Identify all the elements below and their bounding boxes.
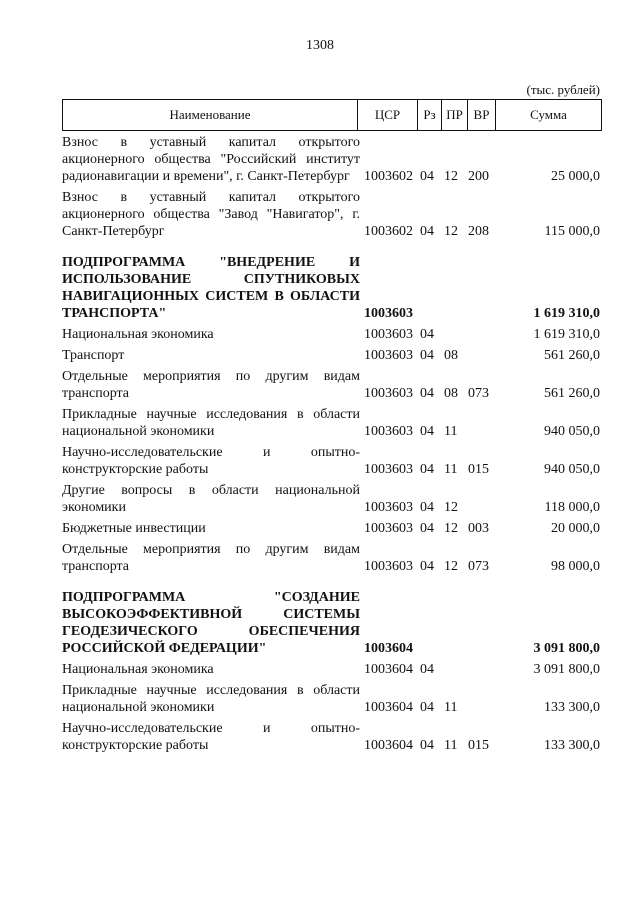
row-sum: 561 260,0 (544, 348, 600, 363)
row-name: Отдельные мероприятия по другим видам транспорта (62, 369, 360, 401)
row-name: Национальная экономика (62, 327, 214, 342)
row-pr: 12 (444, 169, 458, 184)
row-rz: 04 (420, 662, 434, 677)
row-rz: 04 (420, 386, 434, 401)
table-row (62, 720, 602, 754)
row-sum: 1 619 310,0 (533, 306, 600, 321)
table-row (62, 189, 602, 240)
row-csr: 1003603 (364, 462, 413, 477)
row-pr: 11 (444, 462, 458, 477)
row-vr: 003 (468, 521, 489, 536)
row-sum: 20 000,0 (551, 521, 600, 536)
row-name: Транспорт (62, 348, 125, 363)
row-name: Национальная экономика (62, 662, 214, 677)
row-csr: 1003604 (364, 641, 413, 656)
row-sum: 3 091 800,0 (533, 641, 600, 656)
row-rz: 04 (420, 500, 434, 515)
units-label: (тыс. рублей) (526, 82, 600, 97)
row-rz: 04 (420, 521, 434, 536)
row-name: Другие вопросы в области национальной экономики (62, 483, 360, 515)
row-csr: 1003603 (364, 327, 413, 342)
row-sum: 940 050,0 (544, 462, 600, 477)
row-rz: 04 (420, 224, 434, 239)
row-name: Взнос в уставный капитал открытого акционерного общества "Российский институт радионавигации и времени", г. Санкт-Петербург (62, 135, 360, 184)
header-sum: Сумма (530, 107, 567, 122)
table-row-subprogram (62, 254, 602, 322)
row-csr: 1003603 (364, 521, 413, 536)
header-csr: ЦСР (358, 100, 418, 130)
row-csr: 1003604 (364, 662, 413, 677)
table-row (62, 326, 602, 343)
header-pr: ПР (442, 100, 468, 130)
row-sum: 133 300,0 (544, 738, 600, 753)
row-csr: 1003602 (364, 169, 413, 184)
table-row (62, 520, 602, 537)
row-csr: 1003604 (364, 700, 413, 715)
row-rz: 04 (420, 700, 434, 715)
row-vr: 015 (468, 462, 489, 477)
row-pr: 08 (444, 348, 458, 363)
row-sum: 118 000,0 (544, 500, 600, 515)
table-row (62, 347, 602, 364)
row-rz: 04 (420, 424, 434, 439)
row-csr: 1003602 (364, 224, 413, 239)
row-pr: 12 (444, 500, 458, 515)
row-rz: 04 (420, 348, 434, 363)
header-rz: Рз (418, 100, 442, 130)
row-sum: 3 091 800,0 (533, 662, 600, 677)
row-sum: 561 260,0 (544, 386, 600, 401)
row-name: Отдельные мероприятия по другим видам транспорта (62, 542, 360, 574)
row-pr: 11 (444, 738, 458, 753)
row-name: Прикладные научные исследования в области национальной экономики (62, 407, 360, 439)
row-csr: 1003603 (364, 500, 413, 515)
row-pr: 08 (444, 386, 458, 401)
table-row-subprogram (62, 589, 602, 657)
row-name: Прикладные научные исследования в области национальной экономики (62, 683, 360, 715)
header-vr: ВР (468, 100, 496, 130)
row-vr: 015 (468, 738, 489, 753)
row-name: Научно-исследовательские и опытно-конструкторские работы (62, 445, 360, 477)
row-csr: 1003603 (364, 559, 413, 574)
row-sum: 115 000,0 (544, 224, 600, 239)
table-row (62, 444, 602, 478)
row-rz: 04 (420, 559, 434, 574)
table-header (62, 99, 602, 131)
table-row (62, 406, 602, 440)
row-name: Взнос в уставный капитал открытого акционерного общества "Завод "Навигатор", г. Санкт-Петербург (62, 190, 360, 239)
row-name: Научно-исследовательские и опытно-конструкторские работы (62, 721, 360, 753)
table-row (62, 682, 602, 716)
row-sum: 133 300,0 (544, 700, 600, 715)
row-rz: 04 (420, 169, 434, 184)
row-sum: 25 000,0 (551, 169, 600, 184)
table-row (62, 541, 602, 575)
row-pr: 12 (444, 224, 458, 239)
row-name: ПОДПРОГРАММА "СОЗДАНИЕ ВЫСОКОЭФФЕКТИВНОЙ СИСТЕМЫ ГЕОДЕЗИЧЕСКОГО ОБЕСПЕЧЕНИЯ РОССИЙСКОЙ ФЕДЕРАЦИИ" (62, 590, 360, 656)
row-rz: 04 (420, 462, 434, 477)
row-rz: 04 (420, 738, 434, 753)
row-vr: 208 (468, 224, 489, 239)
row-sum: 940 050,0 (544, 424, 600, 439)
table-row (62, 134, 602, 185)
row-pr: 11 (444, 424, 458, 439)
row-sum: 98 000,0 (551, 559, 600, 574)
row-csr: 1003604 (364, 738, 413, 753)
row-vr: 073 (468, 559, 489, 574)
row-pr: 12 (444, 559, 458, 574)
row-name: Бюджетные инвестиции (62, 521, 206, 536)
row-pr: 12 (444, 521, 458, 536)
page-number: 1308 (306, 38, 334, 53)
row-csr: 1003603 (364, 386, 413, 401)
header-name: Наименование (63, 100, 358, 130)
row-csr: 1003603 (364, 348, 413, 363)
row-csr: 1003603 (364, 424, 413, 439)
table-row (62, 661, 602, 678)
table-body (62, 134, 602, 758)
row-rz: 04 (420, 327, 434, 342)
row-csr: 1003603 (364, 306, 413, 321)
row-name: ПОДПРОГРАММА "ВНЕДРЕНИЕ И ИСПОЛЬЗОВАНИЕ СПУТНИКОВЫХ НАВИГАЦИОННЫХ СИСТЕМ В ОБЛАСТИ ТРАНСПОРТА" (62, 255, 360, 321)
row-pr: 11 (444, 700, 458, 715)
row-vr: 200 (468, 169, 489, 184)
row-sum: 1 619 310,0 (533, 327, 600, 342)
row-vr: 073 (468, 386, 489, 401)
table-row (62, 482, 602, 516)
table-row (62, 368, 602, 402)
